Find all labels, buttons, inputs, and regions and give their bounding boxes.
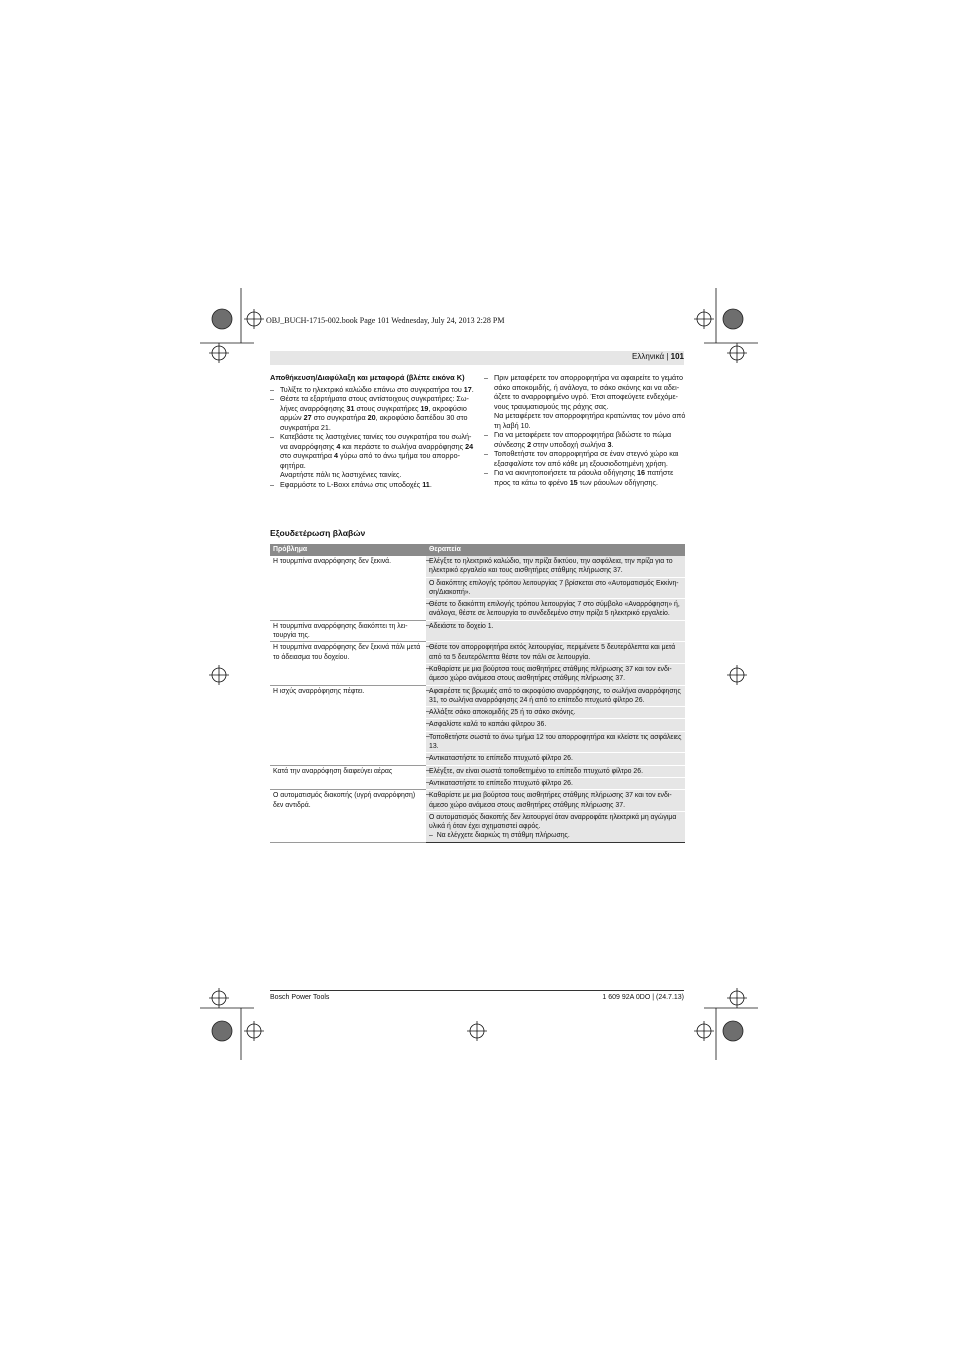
remedy-cell: – Καθαρίστε με μια βούρτσα τους αισθητήρες στάθμης πλήρωσης 37 και τον ενδιάμεσο χώρο ανάμεσα στους αισθητήρες στάθμης πλήρωσης 37. (426, 663, 685, 685)
list-item: – Τοποθετήστε τον απορροφητήρα σε έναν στεγνό χώρο και εξασφαλίστε τον από κάθε μη εξουσιοδοτημένη χρήση. (484, 449, 679, 468)
list-item: – Κατεβάστε τις λαστιχένιες ταινίες του συγκρατήρα του σωλήνα αναρρόφησης 4 και περάστε το σωλήνα αναρρόφησης 24 στο συγκρατήρα 4 γύρω από το άνω τμήμα του απορροφητήρα. (270, 432, 474, 470)
remedy-cell: Ο αυτοματισμός διακοπής δεν λειτουργεί όταν αναρροφάτε ηλεκτρικά μη αγώγιμα υλικά ή όταν έχει σχηματιστεί αφρός. – Να ελέγχετε διαρκώς τη στάθμη πλήρωσης. (426, 811, 685, 842)
page-header-bar (270, 351, 684, 365)
crosshair-icon (244, 1021, 264, 1041)
crosshair-icon (694, 1021, 714, 1041)
table-row (270, 685, 685, 707)
list-note: Αναρτήστε πάλι τις λαστιχένιες ταινίες. (280, 470, 402, 479)
table-row (270, 790, 685, 812)
crosshair-icon (727, 343, 747, 363)
page-header (632, 352, 684, 361)
list-item: – Τυλίξτε το ηλεκτρικό καλώδιο επάνω στο συγκρατήρα του 17. (270, 384, 474, 394)
troubleshooting-table (270, 544, 685, 843)
color-disc-icon (212, 309, 232, 329)
table-row (270, 765, 685, 777)
remedy-cell: Ο διακόπτης επιλογής τρόπου λειτουργίας 7 βρίσκεται στο «Αυτοματισμός Εκκίνηση/Διακοπή». (426, 577, 685, 599)
remedy-cell: – Ελέγξτε το ηλεκτρικό καλώδιο, την πρίζα δικτύου, την ασφάλεια, την πρίζα για το ηλεκτρικό εργαλείο και τους αισθητήρες στάθμης πλήρωσης 37. (426, 556, 685, 577)
footer-brand: Bosch Power Tools (270, 994, 330, 1001)
crosshair-icon (209, 343, 229, 363)
header-language: Ελληνικά (632, 352, 665, 361)
crosshair-icon (727, 665, 747, 685)
storage-heading: Αποθήκευση/Διαφύλαξη και μεταφορά (βλέπε εικόνα K) (270, 373, 465, 382)
remedy-cell: – Καθαρίστε με μια βούρτσα τους αισθητήρες στάθμης πλήρωσης 37 και τον ενδιάμεσο χώρο ανάμεσα στους αισθητήρες στάθμης πλήρωσης 37. (426, 790, 685, 812)
crosshair-icon (209, 988, 229, 1008)
list-item: – Για να μεταφέρετε τον απορροφητήρα βιδώστε το πώμα σύνδεσης 2 στην υποδοχή σωλήνα 3. (484, 430, 672, 449)
list-item: – Πριν μεταφέρετε τον απορροφητήρα να αφαιρείτε το γεμάτο σάκο αποκομιδής, ή ανάλογα, το σάκο σκόνης και να αδειάζετε το αναρροφημένο υγρό. Έτσι αποφεύγετε ενδεχόμενους τραυματισμούς της ράχης σας. (484, 373, 683, 411)
remedy-cell: – Θέστε τον απορροφητήρα εκτός λειτουργίας, περιμένετε 5 δευτερόλεπτα και μετά από τα 5 δευτερόλεπτα θέστε τον πάλι σε λειτουργία. (426, 642, 685, 664)
remedy-cell: – Θέστε το διακόπτη επιλογής τρόπου λειτουργίας 7 στο σύμβολο «Αναρρόφηση» ή, ανάλογα, θέστε σε λειτουργία το συνδεδεμένο στην πρίζα 5 ηλεκτρικό εργαλείο. (426, 599, 685, 621)
remedy-cell: – Αφαιρέστε τις βρωμιές από το ακροφύσιο αναρρόφησης, το σωλήνα αναρρόφησης 31, το σωλήνα αναρρόφησης 24 ή από το επίπεδο πτυχωτό φίλτρο 26. (426, 685, 685, 707)
crosshair-icon (467, 1021, 487, 1041)
column-header-remedy: Θεραπεία (426, 544, 685, 556)
list-note: Να μεταφέρετε τον απορροφητήρα κρατώντας τον μόνο από τη λαβή 10. (494, 411, 686, 430)
color-disc-icon (723, 1021, 743, 1041)
troubleshooting-title: Εξουδετέρωση βλαβών (270, 528, 366, 538)
remedy-cell: – Αντικαταστήστε το επίπεδο πτυχωτό φίλτρο 26. (426, 777, 685, 789)
table-header-row (270, 544, 685, 556)
crosshair-icon (244, 309, 264, 329)
book-header: OBJ_BUCH-1715-002.book Page 101 Wednesday, July 24, 2013 2:28 PM (266, 316, 505, 325)
remedy-cell: – Αδειάστε το δοχείο 1. (426, 620, 685, 642)
table-row (270, 556, 685, 577)
list-item: – Εφαρμόστε το L-Boxx επάνω στις υποδοχές 11. (270, 479, 432, 489)
crosshair-icon (694, 309, 714, 329)
problem-cell: Η ισχύς αναρρόφησης πέφτει. (270, 685, 426, 765)
problem-cell: Κατά την αναρρόφηση διαφεύγει αέρας (270, 765, 426, 790)
table-row (270, 642, 685, 664)
list-item: – Θέστε τα εξαρτήματα στους αντίστοιχους συγκρατήρες: Σωλήνες αναρρόφησης 31 στους συγκρατήρες 19, ακροφύσιο αρμών 27 στο συγκρατήρα 20, ακροφύσιο δαπέδου 30 στο συγκρατήρα 21. (270, 394, 469, 432)
remedy-cell: – Αντικαταστήστε το επίπεδο πτυχωτό φίλτρο 26. (426, 753, 685, 765)
page-number: 101 (670, 352, 684, 361)
storage-right-column (484, 373, 686, 487)
list-item: – Για να ακινητοποιήσετε τα ράουλα οδήγησης 16 πατήστε προς τα κάτω το φρένο 15 των ράουλων οδήγησης. (484, 468, 674, 487)
storage-left-column (270, 373, 475, 489)
remedy-cell: – Ελέγξτε, αν είναι σωστά τοποθετημένο το επίπεδο πτυχωτό φίλτρο 26. (426, 765, 685, 777)
table-row (270, 620, 685, 642)
header-separator: | (666, 352, 669, 361)
remedy-cell: – Τοποθετήστε σωστά το άνω τμήμα 12 του απορροφητήρα και κλείστε τις ασφάλειες 13. (426, 731, 685, 753)
problem-cell: Η τουρμπίνα αναρρόφησης διακόπτει τη λειτουργία της. (270, 620, 426, 642)
color-disc-icon (723, 309, 743, 329)
remedy-cell: – Αλλάξτε σάκο αποκομιδής 25 ή το σάκο σκόνης. (426, 707, 685, 719)
footer-divider (270, 990, 684, 991)
color-disc-icon (212, 1021, 232, 1041)
problem-cell: Ο αυτοματισμός διακοπής (υγρή αναρρόφηση) δεν αντιδρά. (270, 790, 426, 842)
crosshair-icon (209, 665, 229, 685)
column-header-problem: Πρόβλημα (270, 544, 426, 556)
footer-doc-number: 1 609 92A 0DO | (24.7.13) (602, 994, 684, 1001)
problem-cell: Η τουρμπίνα αναρρόφησης δεν ξεκινά πάλι μετά το άδειασμα του δοχείου. (270, 642, 426, 685)
problem-cell: Η τουρμπίνα αναρρόφησης δεν ξεκινά. (270, 556, 426, 620)
crosshair-icon (727, 988, 747, 1008)
remedy-cell: – Ασφαλίστε καλά το καπάκι φίλτρου 36. (426, 719, 685, 731)
